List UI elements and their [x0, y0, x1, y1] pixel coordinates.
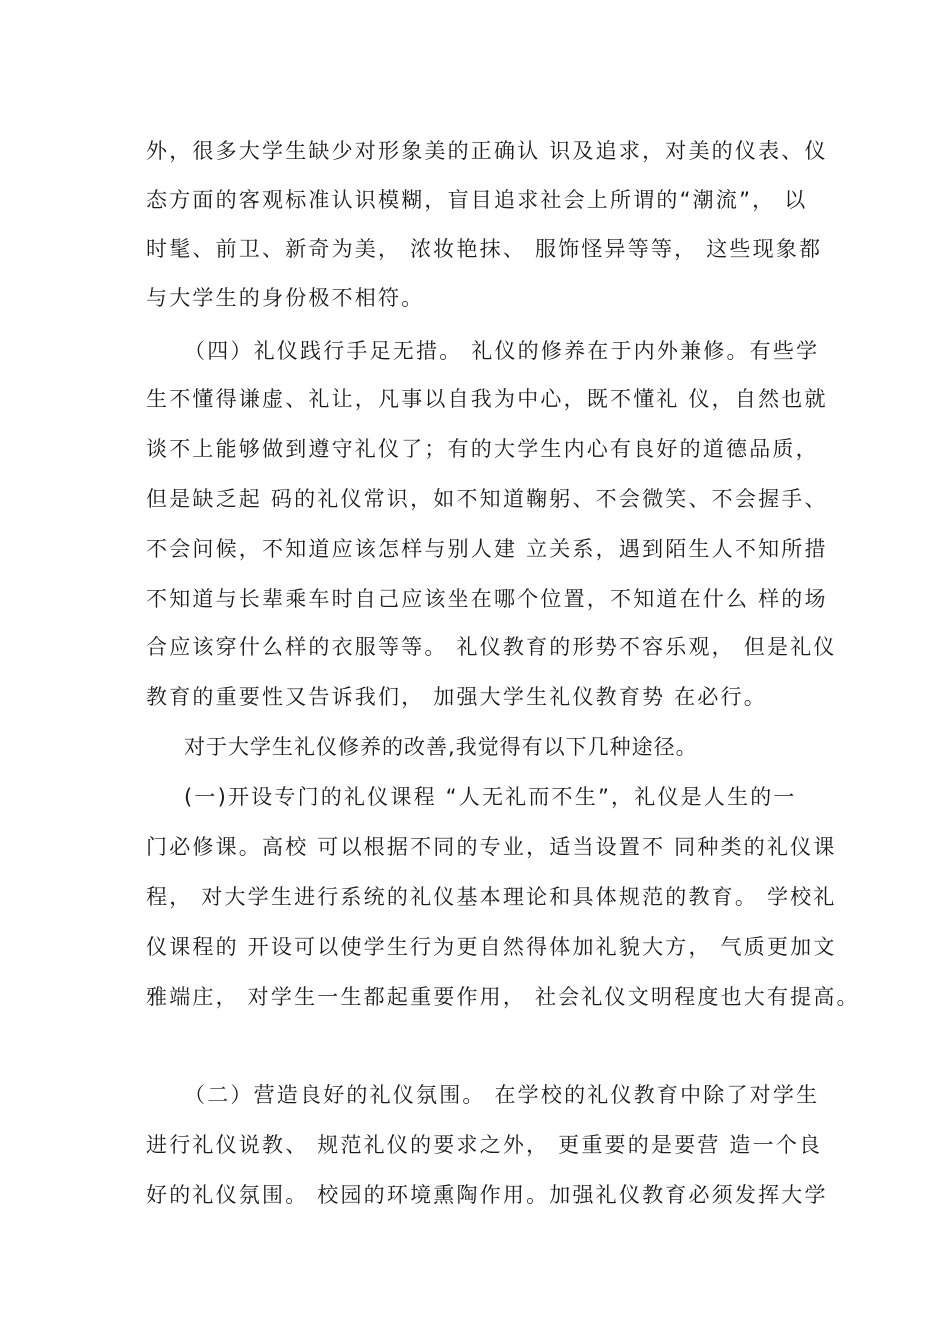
intro-sentence: 对于大学生礼仪修养的改善,我觉得有以下几种途径。 — [184, 735, 698, 759]
paragraph-heading-two: （二）营造良好的礼仪氛围。 在学校的礼仪教育中除了对学生 — [184, 1083, 820, 1107]
text-line: 合应该穿什么样的衣服等等。 礼仪教育的形势不容乐观， 但是礼仪 — [146, 635, 837, 659]
text-line: 时髦、前卫、新奇为美， 浓妆艳抹、 服饰怪异等等， 这些现象都 — [146, 237, 823, 261]
text-line: 教育的重要性又告诉我们， 加强大学生礼仪教育势 在必行。 — [146, 685, 767, 709]
text-line: 仪课程的 开设可以使学生行为更自然得体加礼貌大方， 气质更加文 — [146, 935, 837, 959]
text-line: 进行礼仪说教、 规范礼仪的要求之外， 更重要的是要营 造一个良 — [146, 1133, 823, 1157]
text-line: 态方面的客观标准认识模糊，盲目追求社会上所谓的“潮流”， 以 — [146, 188, 808, 212]
text-line: 不会问候，不知道应该怎样与别人建 立关系，遇到陌生人不知所措 — [146, 537, 828, 561]
text-line: 生不懂得谦虚、礼让，凡事以自我为中心，既不懂礼 仪，自然也就 — [146, 387, 828, 411]
text-line: 好的礼仪氛围。 校园的环境熏陶作用。加强礼仪教育必须发挥大学 — [146, 1183, 828, 1207]
text-line: 不知道与长辈乘车时自己应该坐在哪个位置，不知道在什么 样的场 — [146, 587, 828, 611]
paragraph-heading-one: (一)开设专门的礼仪课程 “人无礼而不生”，礼仪是人生的一 — [184, 785, 797, 809]
text-line: 谈不上能够做到遵守礼仪了；有的大学生内心有良好的道德品质， — [146, 437, 819, 461]
text-line: 程， 对大学生进行系统的礼仪基本理论和具体规范的教育。 学校礼 — [146, 885, 837, 909]
text-line: 与大学生的身份极不相符。 — [146, 286, 425, 310]
text-line: 门必修课。高校 可以根据不同的专业，适当设置不 同种类的礼仪课 — [146, 835, 837, 859]
text-line: 雅端庄， 对学生一生都起重要作用， 社会礼仪文明程度也大有提高。 — [146, 985, 860, 1009]
text-line: 外，很多大学生缺少对形象美的正确认 识及追求，对美的仪表、仪 — [146, 139, 828, 163]
paragraph-heading-four: （四）礼仪践行手足无措。 礼仪的修养在于内外兼修。有些学 — [184, 339, 820, 363]
text-line: 但是缺乏起 码的礼仪常识，如不知道鞠躬、不会微笑、不会握手、 — [146, 487, 828, 511]
